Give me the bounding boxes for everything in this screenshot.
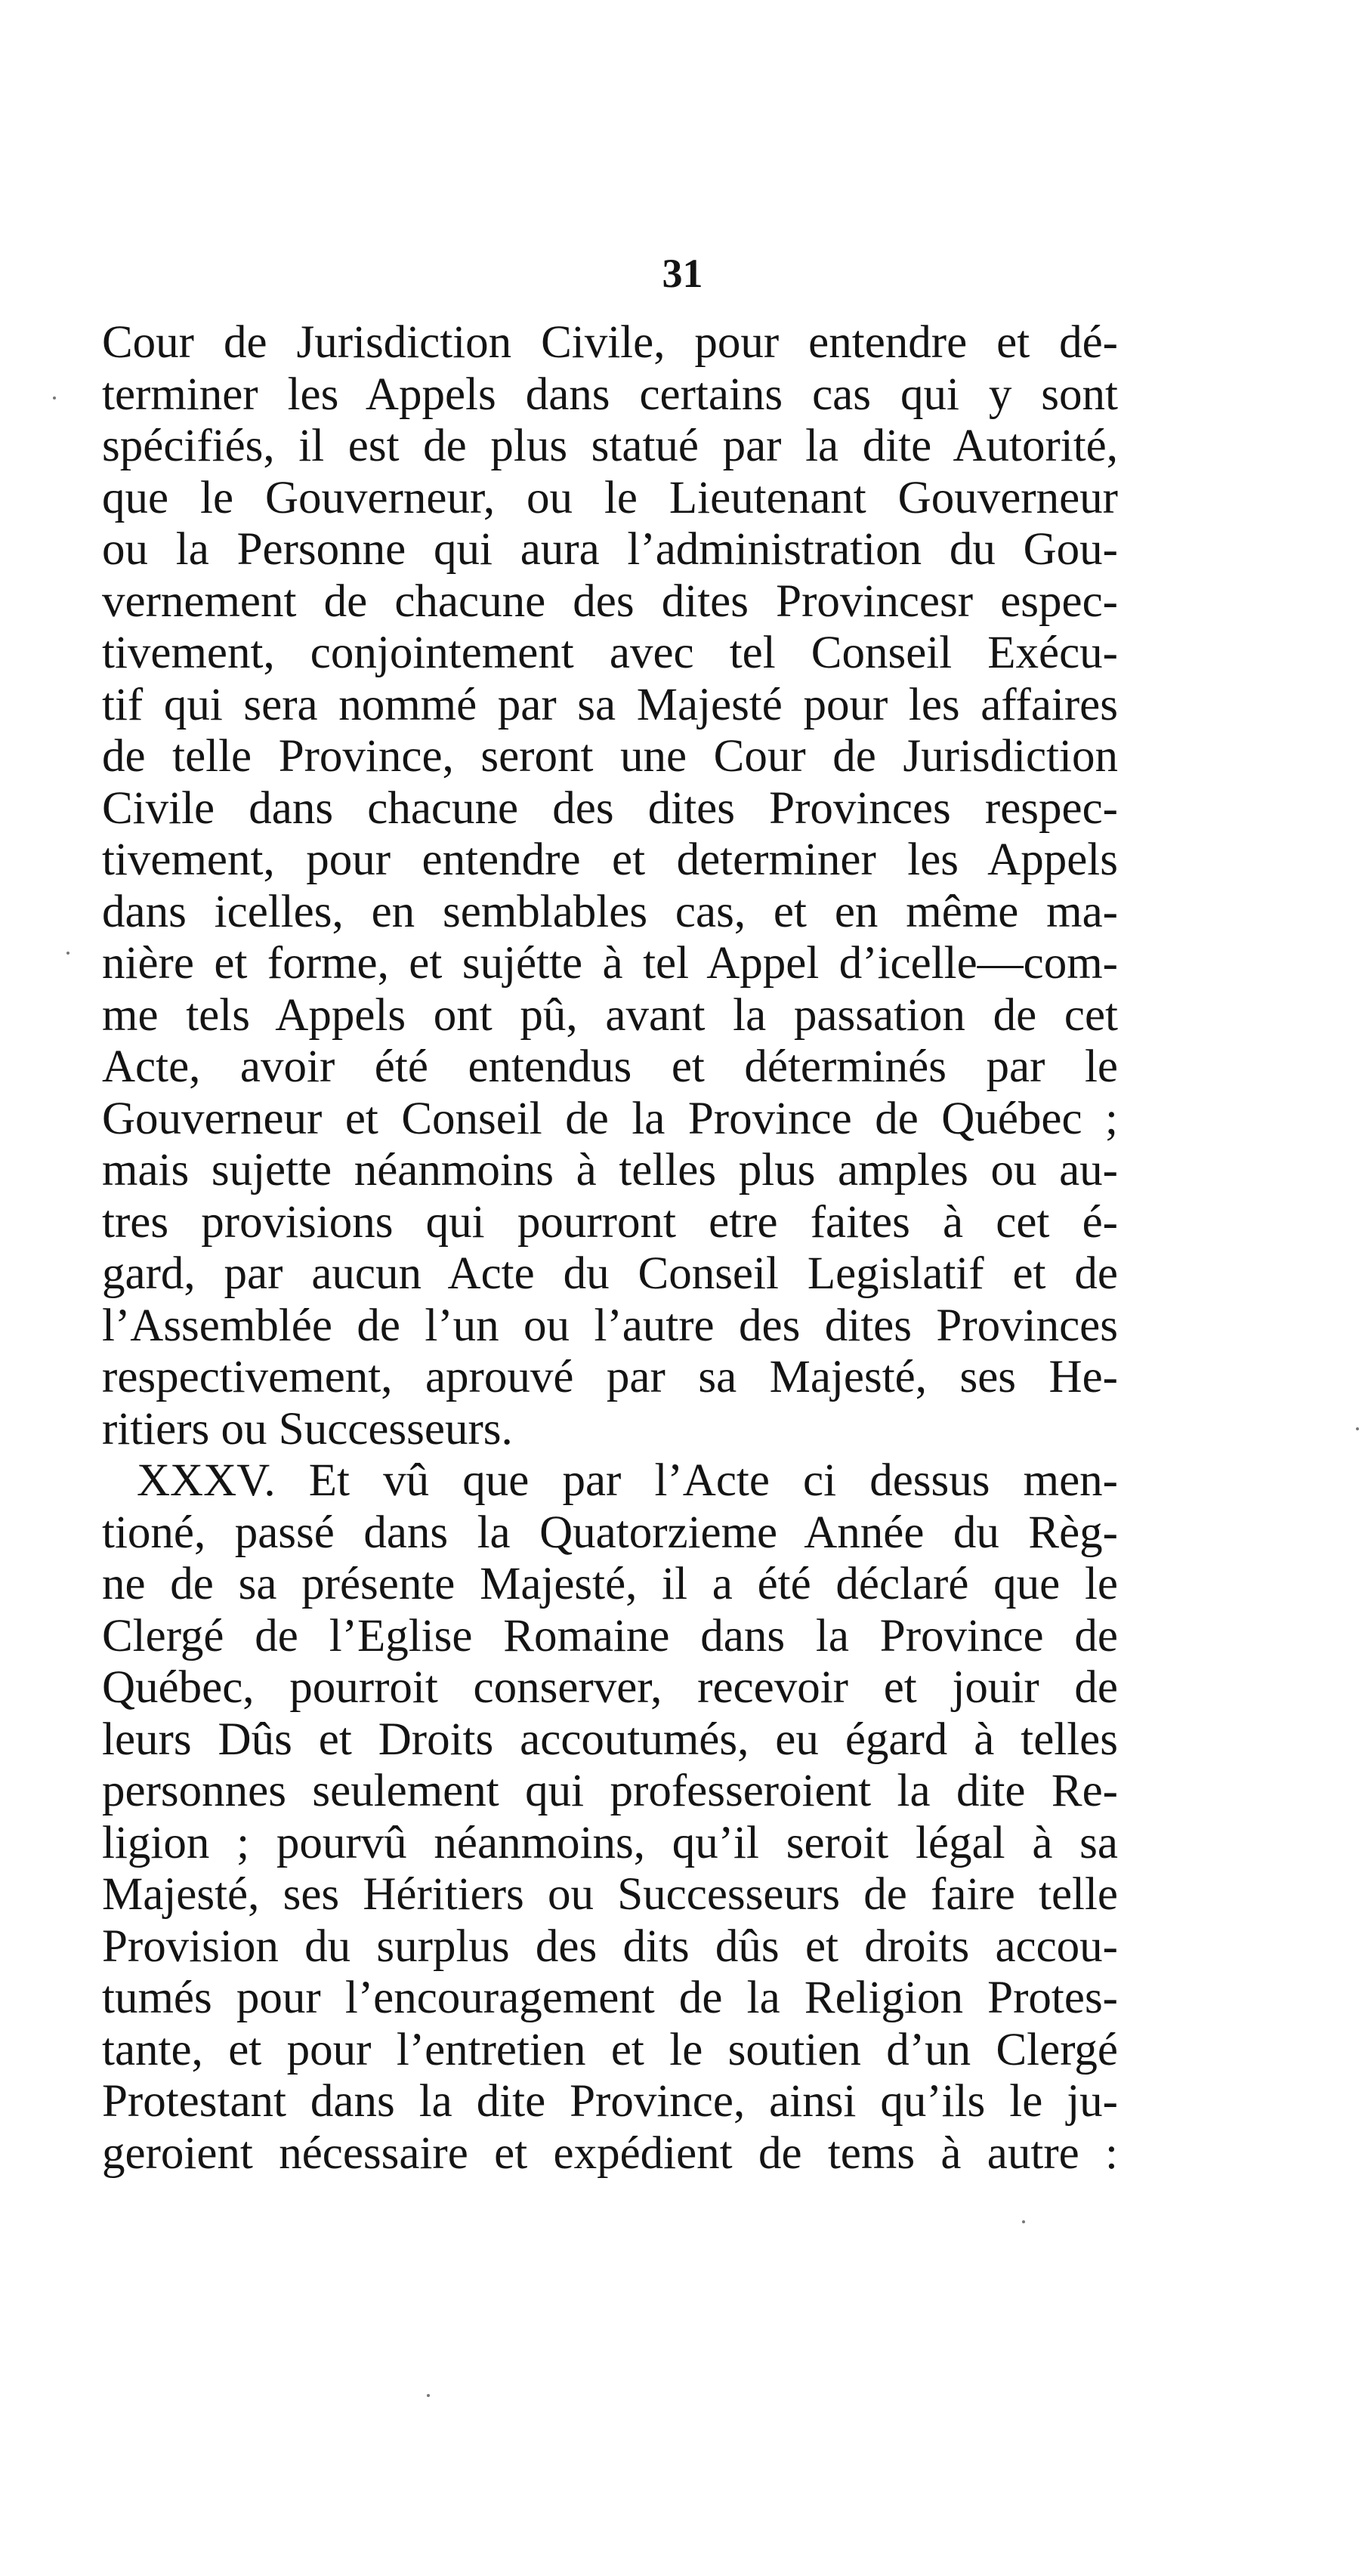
text-line: tres provisions qui pourront etre faites à cet é-: [102, 1196, 1118, 1248]
text-line: ou la Personne qui aura l’administration du Gou-: [102, 524, 1118, 575]
ink-speck: [1022, 2220, 1025, 2223]
ink-speck: [427, 2394, 430, 2397]
text-line: ligion ; pourvû néanmoins, qu’il seroit légal à sa: [102, 1817, 1118, 1868]
page-number: 31: [662, 251, 703, 296]
text-line: Clergé de l’Eglise Romaine dans la Province de: [102, 1610, 1118, 1661]
text-line: tumés pour l’encouragement de la Religion Protes-: [102, 1973, 1118, 2023]
section-heading-line: XXXV. Et vû que par l’Acte ci dessus men-: [137, 1455, 1118, 1506]
text-line: me tels Appels ont pû, avant la passation de cet: [102, 989, 1118, 1041]
body-text: [102, 317, 1118, 2180]
text-line: spécifiés, il est de plus statué par la dite Autorité,: [102, 421, 1118, 471]
text-line: ne de sa présente Majesté, il a été déclaré que le: [102, 1559, 1118, 1609]
text-line: Provision du surplus des dits dûs et droits accou-: [102, 1920, 1118, 1972]
ink-speck: [66, 952, 69, 955]
text-line: que le Gouverneur, ou le Lieutenant Gouverneur: [102, 472, 1118, 523]
paragraph-end-line: ritiers ou Successeurs.: [102, 1403, 513, 1455]
text-line: l’Assemblée de l’un ou l’autre des dites Provinces: [102, 1300, 1118, 1351]
ink-speck: [1356, 1427, 1359, 1430]
text-line: tivement, conjointement avec tel Conseil Exécu-: [102, 628, 1118, 678]
text-line: geroient nécessaire et expédient de tems à autre :: [102, 2127, 1118, 2179]
text-line: Protestant dans la dite Province, ainsi qu’ils le ju-: [102, 2076, 1118, 2127]
text-line: tante, et pour l’entretien et le soutien d’un Clergé: [102, 2024, 1118, 2075]
text-line: Acte, avoir été entendus et déterminés par le: [102, 1041, 1118, 1092]
text-line: Civile dans chacune des dites Provinces respec-: [102, 782, 1118, 834]
text-line: mais sujette néanmoins à telles plus amples ou au-: [102, 1145, 1118, 1195]
text-line: Majesté, ses Héritiers ou Successeurs de faire telle: [102, 1869, 1118, 1920]
text-line: tif qui sera nommé par sa Majesté pour les affaires: [102, 679, 1118, 730]
ink-speck: [53, 396, 56, 400]
text-line: nière et forme, et sujétte à tel Appel d’icelle—com-: [102, 938, 1118, 989]
text-line: Québec, pourroit conserver, recevoir et jouir de: [102, 1662, 1118, 1713]
text-line: tivement, pour entendre et determiner les Appels: [102, 835, 1118, 885]
text-line: dans icelles, en semblables cas, et en même ma-: [102, 886, 1118, 937]
text-line: Gouverneur et Conseil de la Province de Québec ;: [102, 1093, 1118, 1144]
text-line: tioné, passé dans la Quatorzieme Année du Règ-: [102, 1507, 1118, 1558]
text-line: vernement de chacune des dites Provincesr espec-: [102, 575, 1118, 627]
text-line: terminer les Appels dans certains cas qui y sont: [102, 369, 1118, 420]
text-line: personnes seulement qui professeroient la dite Re-: [102, 1766, 1118, 1816]
text-line: de telle Province, seront une Cour de Jurisdiction: [102, 731, 1118, 782]
text-line: Cour de Jurisdiction Civile, pour entendre et dé-: [102, 317, 1118, 368]
text-line: leurs Dûs et Droits accoutumés, eu égard à telles: [102, 1714, 1118, 1765]
text-line: respectivement, aprouvé par sa Majesté, ses He-: [102, 1352, 1118, 1402]
text-line: gard, par aucun Acte du Conseil Legislatif et de: [102, 1248, 1118, 1299]
